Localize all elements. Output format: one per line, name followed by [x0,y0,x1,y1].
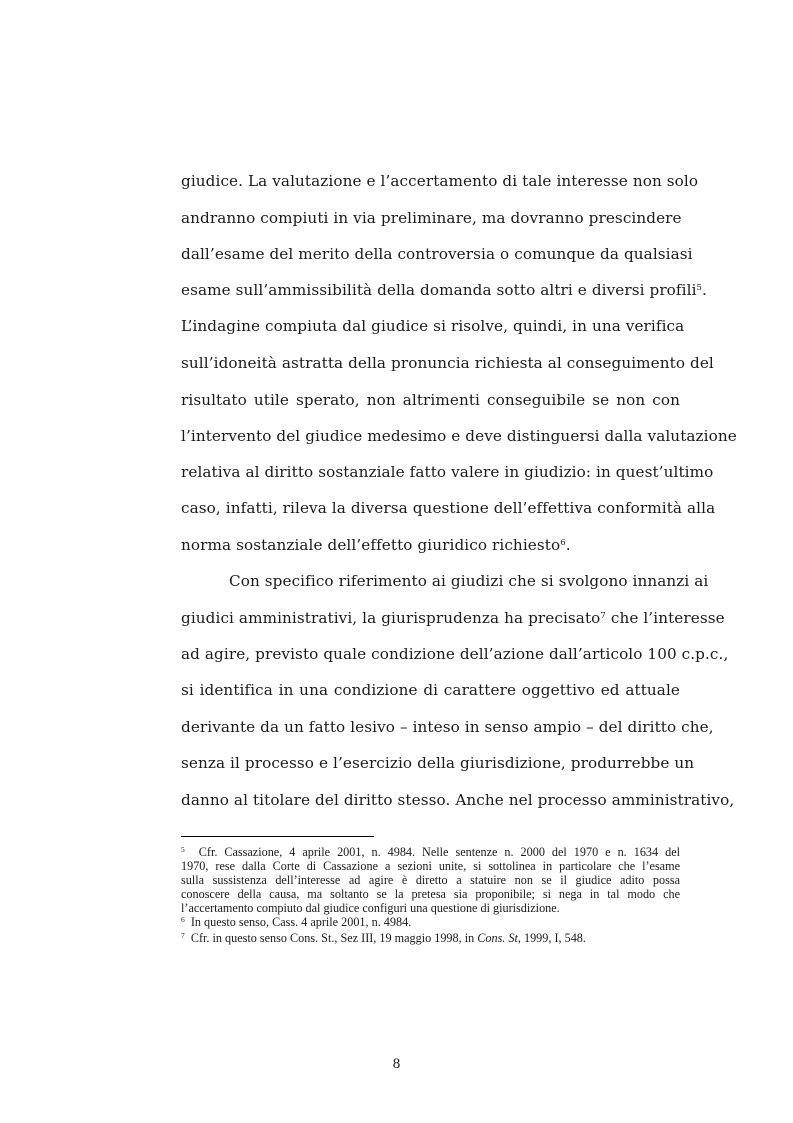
body-line: giudici amministrativi, la giurisprudenza ha precisato$^7$ che l’interesse [181,609,725,627]
footnote-ref[interactable]: 5 [696,283,703,293]
body-line: dall’esame del merito della controversia o comunque da qualsiasi [181,245,693,263]
footnote-line: l’accertamento compiuto dal giudice configuri una questione di giurisdizione. [181,901,560,915]
body-line: danno al titolare del diritto stesso. Anche nel processo amministrativo, [181,791,735,809]
footnote-6: $^6$ In questo senso, Cass. 4 aprile 2001, n. 4984. [181,915,412,929]
body-line: sull’idoneità astratta della pronuncia richiesta al conseguimento del [181,354,714,372]
body-line: relativa al diritto sostanziale fatto valere in giudizio: in quest’ultimo [181,463,714,481]
body-line: norma sostanziale dell’effetto giuridico richiesto$^6$. [181,536,571,554]
footnote-5: $^5$ Cfr. Cassazione, 4 aprile 2001, n. 4984. Nelle sentenze n. 2000 del 1970 e n. 1634 del [181,845,680,859]
footnote-line: sulla sussistenza dell’interesse ad agire è diretto a statuire non se il giudice adito possa [181,873,680,887]
body-line: L’indagine compiuta dal giudice si risolve, quindi, in una verifica [181,317,685,335]
footnote-number: 5 [181,845,185,854]
footnote-number: 7 [181,931,185,940]
body-line: esame sull’ammissibilità della domanda sotto altri e diversi profili$^5$. [181,281,707,299]
footnote-line: 1970, rese dalla Corte di Cassazione a sezioni unite, si sottolinea in particolare che l’esame [181,859,680,873]
footnote-7: $^7$ Cfr. in questo senso Cons. St., Sez III, 19 maggio 1998, in Cons. St, 1999, I, 548. [181,931,586,945]
body-line: giudice. La valutazione e l’accertamento di tale interesse non solo [181,172,699,190]
footnote-line: conoscere della causa, ma soltanto se la pretesa sia proponibile; si nega in tal modo che [181,887,680,901]
body-line: ad agire, previsto quale condizione dell’azione dall’articolo 100 c.p.c., [181,645,729,663]
body-line: senza il processo e l’esercizio della giurisdizione, produrrebbe un [181,754,695,772]
body-line: andranno compiuti in via preliminare, ma dovranno prescindere [181,209,682,227]
body-line: caso, infatti, rileva la diversa questione dell’effettiva conformità alla [181,499,716,517]
footnote-separator [181,836,374,837]
page-number: 8 [392,1056,401,1072]
journal-title: Cons. St [477,931,518,945]
body-line: derivante da un fatto lesivo – inteso in senso ampio – del diritto che, [181,718,714,736]
body-line: risultato utile sperato, non altrimenti conseguibile se non con [181,391,680,409]
footnote-ref[interactable]: 7 [600,611,606,621]
body-line: Con specifico riferimento ai giudizi che si svolgono innanzi ai [229,572,709,590]
footnote-ref[interactable]: 6 [560,538,566,548]
body-line: si identifica in una condizione di carattere oggettivo ed attuale [181,681,680,699]
body-line: l’intervento del giudice medesimo e deve distinguersi dalla valutazione [181,427,737,445]
footnote-number: 6 [181,915,185,924]
